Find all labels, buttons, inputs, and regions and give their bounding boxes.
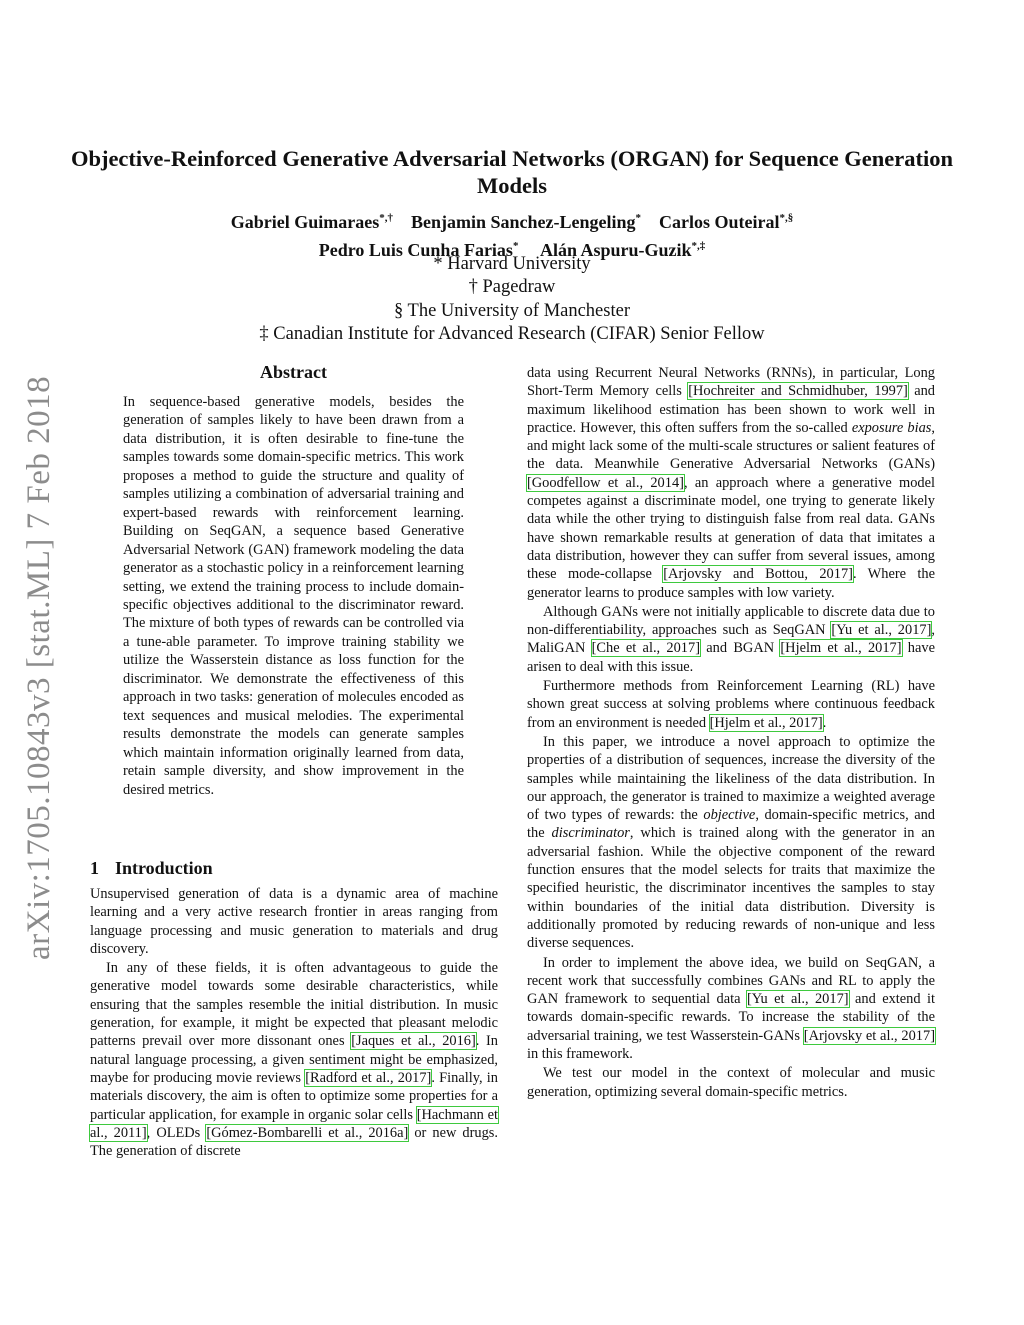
citation-link[interactable]: [Arjovsky et al., 2017] <box>803 1027 935 1044</box>
paragraph: In this paper, we introduce a novel approach to optimize the properties of a distribution of sequences, increase the diversity of the samples while maintaining the likeliness of the data distribution. In our approach, the generator is trained to maximize a weighted average of two types of rewards: the objective, domain-specific metrics, and the discriminator, which is trained along with the generator in an adversarial fashion. While the objective component of the reward function ensures that the model selects for traits that maximize the specified heuristic, the discriminator incentives the samples to stay within boundaries of the initial data distribution. Diversity is additionally promoted by reducing rewards of non-unique and less diverse sequences. <box>527 733 935 952</box>
citation-link[interactable]: [Yu et al., 2017] <box>831 622 932 639</box>
author-affiliation-mark: *,§ <box>779 212 794 224</box>
author-affiliation-mark: * <box>512 240 519 252</box>
paragraph: Although GANs were not initially applicable to discrete data due to non-differentiability, approaches such as SeqGAN [Yu et al., 2017], MaliGAN [Che et al., 2017] and BGAN [Hjelm et al., 2017] have arisen to deal with this issue. <box>527 603 935 675</box>
author-name: Carlos Outeiral <box>659 212 780 232</box>
author-name: Alán Aspuru-Guzik <box>539 240 692 260</box>
citation-link[interactable]: [Radford et al., 2017] <box>305 1069 432 1086</box>
affiliation-list <box>60 253 964 346</box>
paragraph: Furthermore methods from Reinforcement Learning (RL) have shown great success at solving problems where continuous feedback from an environment is needed [Hjelm et al., 2017]. <box>527 678 935 731</box>
affiliation: ‡ Canadian Institute for Advanced Research (CIFAR) Senior Fellow <box>259 323 765 344</box>
paragraph: In order to implement the above idea, we build on SeqGAN, a recent work that successfully combines GANs and RL to apply the GAN framework to sequential data [Yu et al., 2017] and extend it towards domain-specific rewards. To increase the stability of the adversarial training, we test Wasserstein-GANs [Arjovsky et al., 2017] in this framework. <box>527 954 935 1062</box>
abstract-body: In sequence-based generative models, besides the generation of samples likely to have been drawn from a data distribution, it is often desirable to fine-tune the samples towards some domain-specific metrics. This work proposes a method to guide the structure and quality of samples utilizing a combination of adversarial training and expert-based rewards with reinforcement learning. Building on SeqGAN, a sequence based Generative Adversarial Network (GAN) framework modeling the data generator as a stochastic policy in a reinforcement learning setting, we extend the training process to include domain-specific objectives additional to the discriminator reward. The mixture of both types of rewards can be controlled via a tune-able parameter. To improve training stability we utilize the Wasserstein distance as loss function for the discriminator. We demonstrate the effectiveness of this approach in two tasks: generation of molecules encoded as text sequences and musical melodies. The experimental results demonstrate the models can generate samples which maintain information originally learned from data, retain sample diversity, and show improvement in the desired metrics. <box>123 394 464 798</box>
abstract-heading: Abstract <box>260 362 327 382</box>
left-column-body <box>90 885 498 1160</box>
citation-link[interactable]: [Arjovsky and Bottou, 2017] <box>663 566 853 583</box>
citation-link[interactable]: [Hochreiter and Schmidhuber, 1997] <box>688 383 908 400</box>
citation-link[interactable]: [Hjelm et al., 2017] <box>709 714 823 731</box>
emphasized-term: exposure bias <box>851 419 932 436</box>
affiliation: * Harvard University <box>433 254 591 274</box>
arxiv-identifier-stamp: arXiv:1705.10843v3 [stat.ML] 7 Feb 2018 <box>21 375 57 960</box>
paper-title: Objective-Reinforced Generative Adversarial Networks (ORGAN) for Sequence Generation Models <box>70 146 954 198</box>
emphasized-term: discriminator <box>551 825 630 842</box>
citation-link[interactable]: [Jaques et al., 2016] <box>351 1033 476 1050</box>
author-name: Gabriel Guimaraes <box>230 212 380 232</box>
paragraph: In any of these fields, it is often advantageous to guide the generative model towards some desirable characteristics, while ensuring that the samples resemble the initial distribution. In music generation, for example, it might be expected that pleasant melodic patterns prevail over more dissonant ones [Jaques et al., 2016]. In natural language processing, a given sentiment might be emphasized, maybe for producing movie reviews [Radford et al., 2017]. Finally, in materials discovery, the aim is often to optimize some properties for a particular application, for example in organic solar cells [Hachmann et al., 2011], OLEDs [Gómez-Bombarelli et al., 2016a] or new drugs. The generation of discrete <box>90 960 498 1160</box>
affiliation: † Pagedraw <box>468 277 556 298</box>
author-affiliation-mark: * <box>635 212 641 224</box>
paragraph: We test our model in the context of molecular and music generation, optimizing several domain-specific metrics. <box>527 1065 935 1100</box>
author-name: Pedro Luis Cunha Farias <box>318 240 513 260</box>
citation-link[interactable]: [Hjelm et al., 2017] <box>780 640 902 657</box>
affiliation: § The University of Manchester <box>394 300 630 321</box>
section-number: 1 <box>90 858 99 878</box>
citation-link[interactable]: [Yu et al., 2017] <box>746 991 849 1008</box>
paragraph: Unsupervised generation of data is a dynamic area of machine learning and a very active research frontier in areas ranging from language processing and music generation to materials and drug discovery. <box>90 886 498 957</box>
emphasized-term: objective <box>703 807 756 824</box>
author-name: Benjamin Sanchez-Lengeling <box>410 212 636 232</box>
citation-link[interactable]: [Goodfellow et al., 2014] <box>527 474 684 491</box>
section-title: Introduction <box>115 858 213 878</box>
section-heading-introduction <box>90 857 500 879</box>
citation-link[interactable]: [Hachmann et al., 2011] <box>90 1106 498 1141</box>
author-affiliation-mark: *,† <box>379 212 393 224</box>
paragraph: data using Recurrent Neural Networks (RNNs), in particular, Long Short-Term Memory cells [Hochreiter and Schmidhuber, 1997] and maximum likelihood estimation has been shown to work well in practice. However, this often suffers from the so-called exposure bias, and might lack some of the multi-scale structures or salient features of the data. Meanwhile Generative Adversarial Networks (GANs) [Goodfellow et al., 2014], an approach where a generative model competes against a discriminate model, one trying to generate likely data while the other trying to distinguish false from real data. GANs have shown remarkable results at generation of data that imitates a data distribution, however they can suffer from several issues, among these mode-collapse [Arjovsky and Bottou, 2017]. Where the generator learns to produce samples with low variety. <box>527 365 935 601</box>
citation-link[interactable]: [Che et al., 2017] <box>591 640 700 657</box>
right-column-body <box>527 364 935 1101</box>
author-affiliation-mark: *,‡ <box>691 240 706 252</box>
citation-link[interactable]: [Gómez-Bombarelli et al., 2016a] <box>206 1124 409 1141</box>
